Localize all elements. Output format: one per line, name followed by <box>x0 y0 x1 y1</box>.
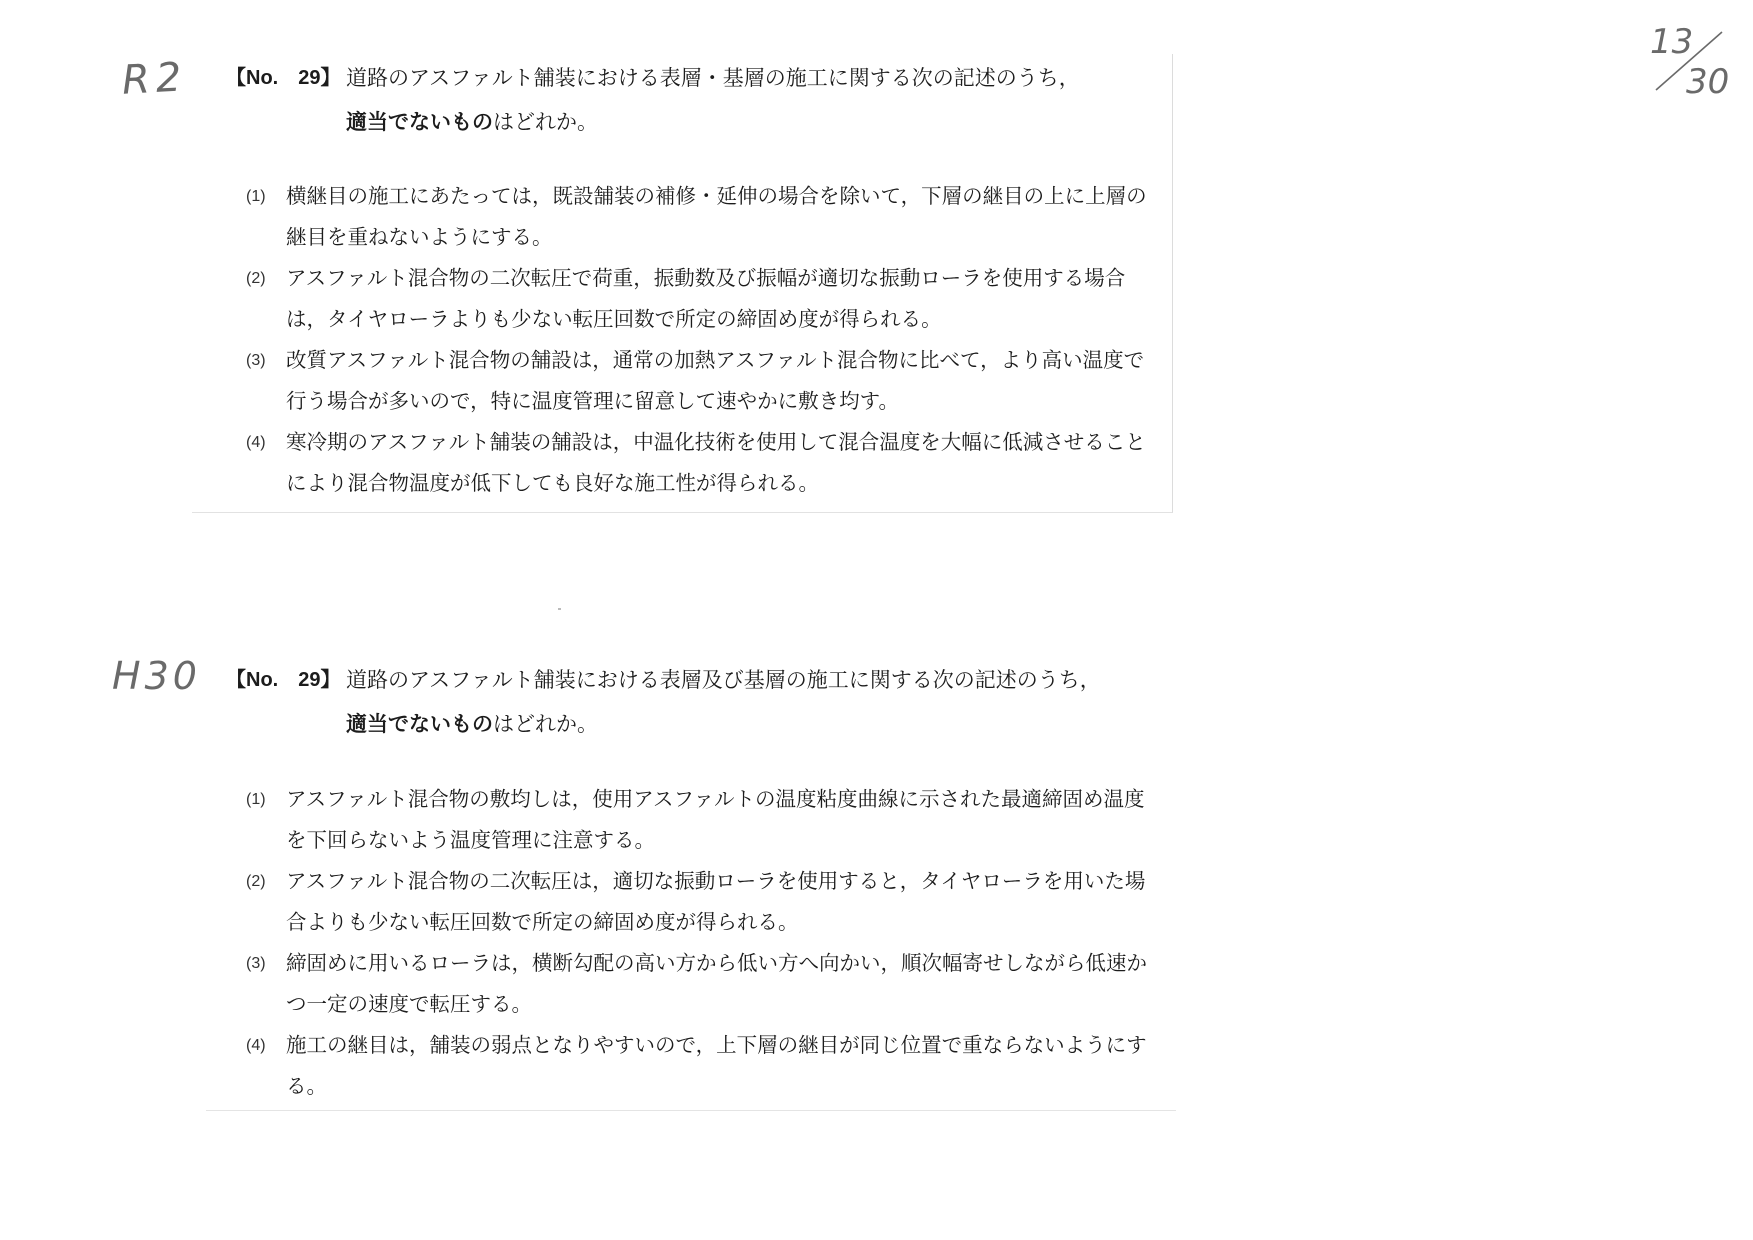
choice-line2: は，タイヤローラよりも少ない転圧回数で所定の締固め度が得られる。 <box>286 307 942 331</box>
choice-line1: 締固めに用いるローラは，横断勾配の高い方から低い方へ向かい，順次幅寄せしながら低速か <box>286 951 1147 975</box>
page-numerator: 13 <box>1650 22 1694 62</box>
choice-number: (1) <box>246 791 266 808</box>
choice-line2: 行う場合が多いので，特に温度管理に留意して速やかに敷き均す。 <box>286 389 899 413</box>
question-stem-h30 <box>226 658 1146 748</box>
choice-line2: により混合物温度が低下しても良好な施工性が得られる。 <box>286 471 819 495</box>
choice-number: (3) <box>246 955 266 972</box>
question-stem-line2 <box>346 702 598 746</box>
choice-r2-3 <box>246 340 1146 422</box>
question-stem-line2 <box>346 100 598 144</box>
choice-r2-1 <box>246 176 1146 258</box>
choice-h30-4 <box>246 1025 1146 1107</box>
choice-r2-2 <box>246 258 1146 340</box>
choice-h30-3 <box>246 943 1146 1025</box>
choice-line1: 寒冷期のアスファルト舗装の舗設は，中温化技術を使用して混合温度を大幅に低減させること <box>286 430 1146 454</box>
choice-number: (1) <box>246 188 266 205</box>
question-number: 【No. 29】 <box>226 669 341 691</box>
question-stem-line1: 道路のアスファルト舗装における表層及び基層の施工に関する次の記述のうち， <box>346 668 1101 692</box>
choice-line1: 改質アスファルト混合物の舗設は，通常の加熱アスファルト混合物に比べて，より高い温度で <box>286 348 1145 372</box>
choice-r2-4 <box>246 422 1146 504</box>
choice-line2: 継目を重ねないようにする。 <box>286 225 553 249</box>
choice-line2: つ一定の速度で転圧する。 <box>286 992 532 1016</box>
choice-h30-2 <box>246 861 1146 943</box>
choice-number: (2) <box>246 873 266 890</box>
question-stem-line1: 道路のアスファルト舗装における表層・基層の施工に関する次の記述のうち， <box>346 66 1080 90</box>
handwritten-page-fraction <box>1640 22 1740 102</box>
page-denominator: 30 <box>1686 62 1730 102</box>
choice-number: (3) <box>246 352 266 369</box>
question-stem-r2 <box>226 56 1146 146</box>
stem-tail: はどれか。 <box>493 110 598 134</box>
stem-tail: はどれか。 <box>493 712 598 736</box>
handwritten-year-h30: H30 <box>112 654 201 698</box>
choice-number: (4) <box>246 1037 266 1054</box>
stem-emphasis: 適当でないもの <box>346 110 493 134</box>
choice-line1: 横継目の施工にあたっては，既設舗装の補修・延伸の場合を除いて，下層の継目の上に上層の <box>286 184 1147 208</box>
question-number: 【No. 29】 <box>226 67 341 89</box>
choice-line1: 施工の継目は，舗装の弱点となりやすいので，上下層の継目が同じ位置で重ならないようにす <box>286 1033 1147 1057</box>
handwritten-year-r2: R2 <box>120 54 189 104</box>
choice-h30-1 <box>246 779 1146 861</box>
choice-line2: る。 <box>286 1074 327 1098</box>
scan-speck <box>558 608 561 610</box>
choice-line1: アスファルト混合物の二次転圧で荷重，振動数及び振幅が適切な振動ローラを使用する場合 <box>286 266 1126 290</box>
choice-number: (4) <box>246 434 266 451</box>
choice-line1: アスファルト混合物の敷均しは，使用アスファルトの温度粘度曲線に示された最適締固め温度 <box>286 787 1145 811</box>
choice-line2: を下回らないよう温度管理に注意する。 <box>286 828 655 852</box>
stem-emphasis: 適当でないもの <box>346 712 493 736</box>
choice-number: (2) <box>246 270 266 287</box>
choice-line2: 合よりも少ない転圧回数で所定の締固め度が得られる。 <box>286 910 799 934</box>
choice-line1: アスファルト混合物の二次転圧は，適切な振動ローラを使用すると，タイヤローラを用いた場 <box>286 869 1146 893</box>
